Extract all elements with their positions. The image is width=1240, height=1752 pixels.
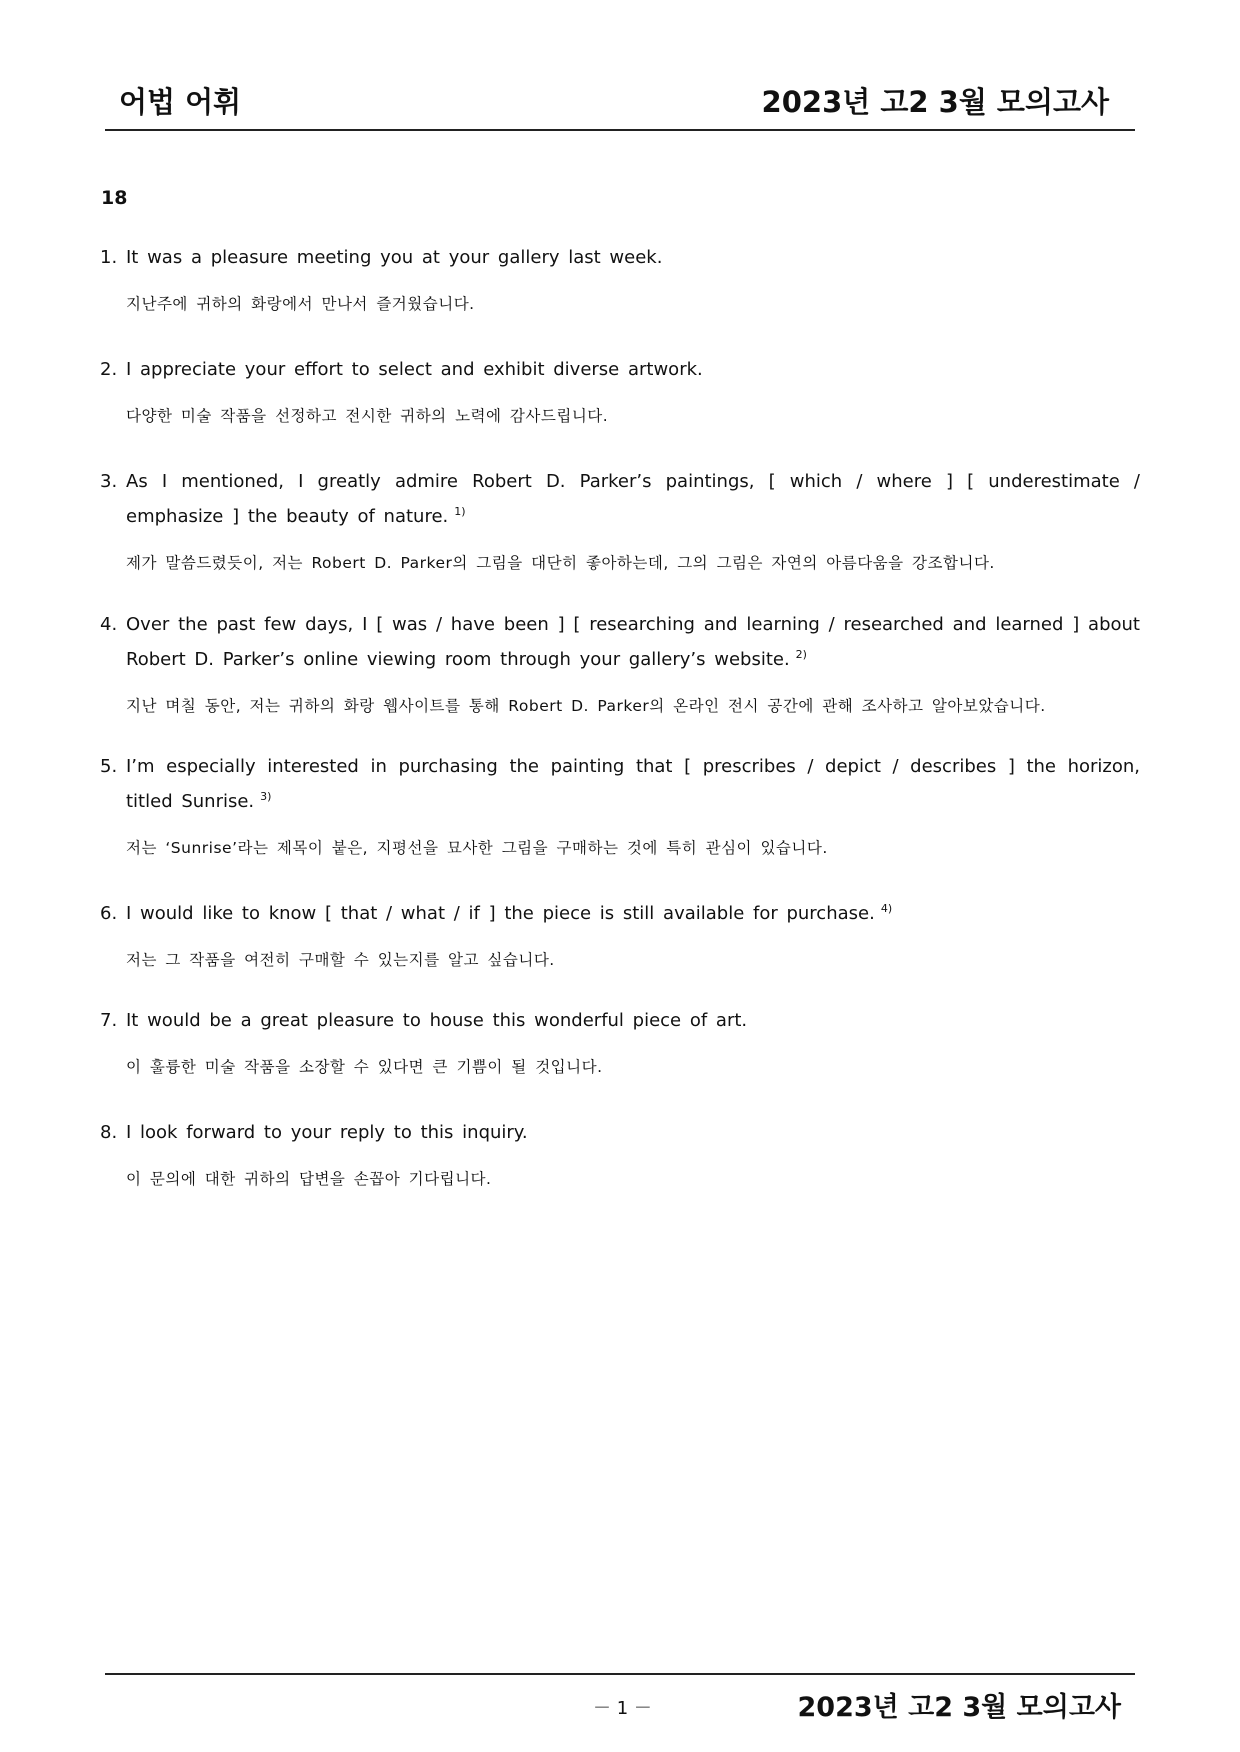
- sentence-text: I’m especially interested in purchasing the painting that [ prescribes / depict / describes ] the horizon, titled Sunrise.: [126, 756, 1140, 812]
- list-item: [100, 355, 1140, 427]
- sentence-text: I would like to know [ that / what / if ] the piece is still available for purchase.: [126, 903, 875, 924]
- item-number: 5.: [100, 756, 118, 777]
- list-item: [100, 752, 1140, 859]
- footer-exam-title: 2023년 고2 3월 모의고사: [797, 1692, 1121, 1723]
- english-sentence: [100, 243, 1140, 273]
- item-number: 2.: [100, 359, 118, 380]
- english-sentence: [100, 467, 1140, 532]
- korean-translation: 저는 ‘Sunrise’라는 제목이 붙은, 지평선을 묘사한 그림을 구매하는 것에 특히 관심이 있습니다.: [126, 839, 828, 857]
- korean-translation: 이 훌륭한 미술 작품을 소장할 수 있다면 큰 기쁨이 될 것입니다.: [126, 1058, 603, 1076]
- english-sentence: [100, 1006, 1140, 1036]
- english-sentence: [100, 752, 1140, 817]
- exam-title: 2023년 고2 3월 모의고사: [761, 85, 1109, 119]
- sentence-text: I look forward to your reply to this inquiry.: [126, 1122, 528, 1143]
- sentence-text: I appreciate your effort to select and exhibit diverse artwork.: [126, 359, 703, 380]
- page-number: － 1 －: [593, 1698, 652, 1719]
- question-number: 18: [101, 187, 128, 209]
- list-item: [100, 1006, 1140, 1078]
- korean-translation: 제가 말씀드렸듯이, 저는 Robert D. Parker의 그림을 대단히 좋아하는데, 그의 그림은 자연의 아름다움을 강조합니다.: [126, 554, 995, 572]
- list-item: [100, 243, 1140, 315]
- section-title: 어법 어휘: [119, 85, 242, 119]
- korean-translation: 다양한 미술 작품을 선정하고 전시한 귀하의 노력에 감사드립니다.: [126, 407, 609, 425]
- sentence-text: It was a pleasure meeting you at your gallery last week.: [126, 247, 663, 268]
- english-sentence: [100, 894, 1140, 929]
- item-number: 6.: [100, 903, 118, 924]
- page-header: [105, 0, 1135, 131]
- footnote-marker: 4): [880, 902, 893, 915]
- footnote-marker: 2): [795, 648, 807, 661]
- sentence-text: Over the past few days, I [ was / have been ] [ researching and learning / researched and learned ] about Robert D. Parker’s online viewing room through your gallery’s website.: [126, 614, 1140, 670]
- korean-translation: 저는 그 작품을 여전히 구매할 수 있는지를 알고 싶습니다.: [126, 951, 555, 969]
- list-item: [100, 467, 1140, 574]
- footnote-marker: 3): [260, 790, 272, 803]
- english-sentence: [100, 1118, 1140, 1148]
- page-footer: [105, 1673, 1135, 1735]
- english-sentence: [100, 355, 1140, 385]
- item-number: 8.: [100, 1122, 118, 1143]
- item-number: 4.: [100, 614, 118, 635]
- korean-translation: 이 문의에 대한 귀하의 답변을 손꼽아 기다립니다.: [126, 1170, 492, 1188]
- item-number: 7.: [100, 1010, 118, 1031]
- list-item: [100, 1118, 1140, 1190]
- sentence-text: It would be a great pleasure to house this wonderful piece of art.: [126, 1010, 748, 1031]
- korean-translation: 지난 며칠 동안, 저는 귀하의 화랑 웹사이트를 통해 Robert D. Parker의 온라인 전시 공간에 관해 조사하고 알아보았습니다.: [126, 697, 1046, 715]
- english-sentence: [100, 610, 1140, 675]
- korean-translation: 지난주에 귀하의 화랑에서 만나서 즐거웠습니다.: [126, 295, 475, 313]
- item-number: 3.: [100, 471, 118, 492]
- item-number: 1.: [100, 247, 118, 268]
- sentence-text: As I mentioned, I greatly admire Robert D. Parker’s paintings, [ which / where ] [ underestimate / emphasize ] the beauty of nature.: [126, 471, 1140, 527]
- footnote-marker: 1): [454, 505, 466, 518]
- list-item: [100, 610, 1140, 717]
- list-item: [100, 894, 1140, 971]
